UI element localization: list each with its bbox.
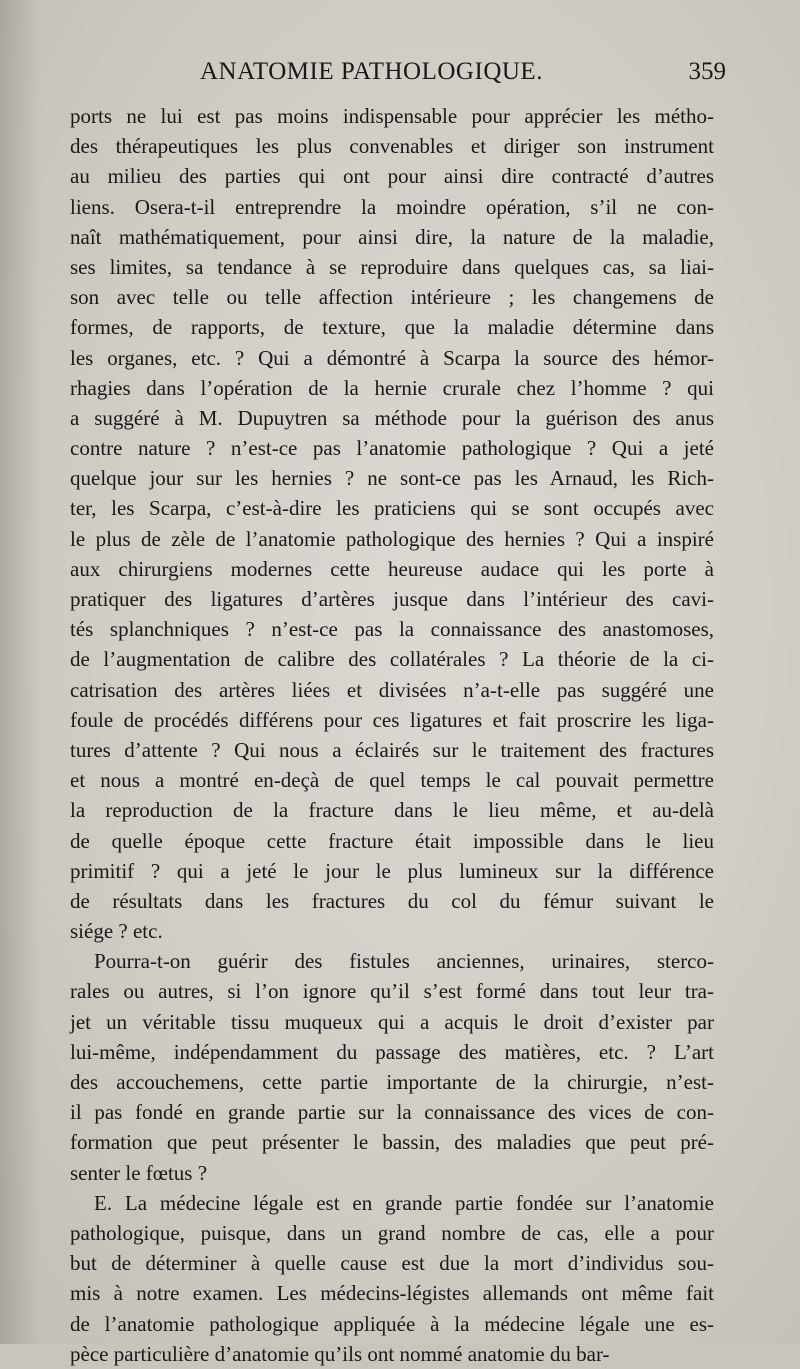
text-line: pratiquer des ligatures d’artères jusque dans l’intérieur des cavi- (70, 587, 714, 611)
text-line: pathologique, puisque, dans un grand nombre de cas, elle a pour (70, 1220, 714, 1245)
body-text (70, 101, 714, 1369)
text-line: tés splanchniques ? n’est-ce pas la connaissance des anastomoses, (70, 617, 714, 642)
text-line: son avec telle ou telle affection intérieure ; les changemens de (70, 285, 714, 310)
header-title: ANATOMIE PATHOLOGIQUE. (200, 58, 543, 85)
page-number: 359 (688, 58, 726, 85)
text-line: ports ne lui est pas moins indispensable pour apprécier les métho- (70, 104, 714, 128)
text-line: but de déterminer à quelle cause est due la mort d’individus sou- (70, 1251, 714, 1276)
text-line: le plus de zèle de l’anatomie pathologique des hernies ? Qui a inspiré (70, 526, 714, 551)
text-line: de résultats dans les fractures du col du fémur suivant le (70, 888, 714, 913)
text-line: a suggéré à M. Dupuytren sa méthode pour la guérison des anus (70, 405, 714, 430)
text-line: siége ? etc. (70, 919, 163, 944)
text-line: catrisation des artères liées et divisées n’a-t-elle pas suggéré une (70, 677, 714, 702)
text-line: quelque jour sur les hernies ? ne sont-ce pas les Arnaud, les Rich- (70, 466, 714, 491)
text-line: pèce particulière d’anatomie qu’ils ont nommé anatomie du bar- (70, 1341, 610, 1366)
text-line: tures d’attente ? Qui nous a éclairés sur le traitement des fractures (70, 737, 714, 762)
text-line: rales ou autres, si l’on ignore qu’il s’est formé dans tout leur tra- (70, 979, 714, 1004)
text-line: des accouchemens, cette partie importante de la chirurgie, n’est- (70, 1070, 714, 1094)
text-line: formation que peut présenter le bassin, des maladies que peut pré- (70, 1130, 714, 1155)
text-line: rhagies dans l’opération de la hernie crurale chez l’homme ? qui (70, 375, 714, 400)
text-line: des thérapeutiques les plus convenables et diriger son instrument (70, 134, 714, 159)
text-line: ter, les Scarpa, c’est-à-dire les praticiens qui se sont occupés avec (70, 496, 714, 521)
text-line: liens. Osera-t-il entreprendre la moindre opération, s’il ne con- (70, 194, 714, 219)
text-line: et nous a montré en-deçà de quel temps le cal pouvait permettre (70, 768, 714, 793)
text-line: formes, de rapports, de texture, que la maladie détermine dans (70, 315, 714, 340)
text-line: de quelle époque cette fracture était impossible dans le lieu (70, 828, 714, 853)
text-line: primitif ? qui a jeté le jour le plus lumineux sur la différence (70, 858, 714, 883)
text-line: aux chirurgiens modernes cette heureuse audace qui les porte à (70, 556, 714, 581)
text-line: Pourra-t-on guérir des fistules anciennes, urinaires, sterco- (94, 949, 714, 974)
text-line: ses limites, sa tendance à se reproduire dans quelques cas, sa liai- (70, 254, 714, 279)
paragraph (70, 946, 714, 1188)
text-line: mis à notre examen. Les médecins-légistes allemands ont même fait (70, 1281, 714, 1306)
text-line: de l’anatomie pathologique appliquée à la médecine légale une es- (70, 1311, 714, 1336)
text-line: jet un véritable tissu muqueux qui a acquis le droit d’exister par (70, 1009, 714, 1034)
running-head (70, 58, 726, 98)
text-line: lui-même, indépendamment du passage des matières, etc. ? L’art (70, 1039, 714, 1064)
text-line: foule de procédés différens pour ces ligatures et fait proscrire les liga- (70, 707, 714, 732)
text-line: au milieu des parties qui ont pour ainsi dire contracté d’autres (70, 164, 714, 189)
text-line: contre nature ? n’est-ce pas l’anatomie pathologique ? Qui a jeté (70, 436, 714, 461)
paragraph (70, 1188, 714, 1369)
text-line: il pas fondé en grande partie sur la connaissance des vices de con- (70, 1100, 714, 1125)
text-line: senter le fœtus ? (70, 1160, 208, 1185)
text-line: naît mathématiquement, pour ainsi dire, la nature de la maladie, (70, 224, 714, 249)
text-line: E. La médecine légale est en grande partie fondée sur l’anatomie (94, 1190, 714, 1215)
paragraph (70, 101, 714, 946)
text-line: de l’augmentation de calibre des collatérales ? La théorie de la ci- (70, 647, 714, 672)
text-line: la reproduction de la fracture dans le lieu même, et au-delà (70, 798, 714, 823)
text-line: les organes, etc. ? Qui a démontré à Scarpa la source des hémor- (70, 345, 714, 370)
